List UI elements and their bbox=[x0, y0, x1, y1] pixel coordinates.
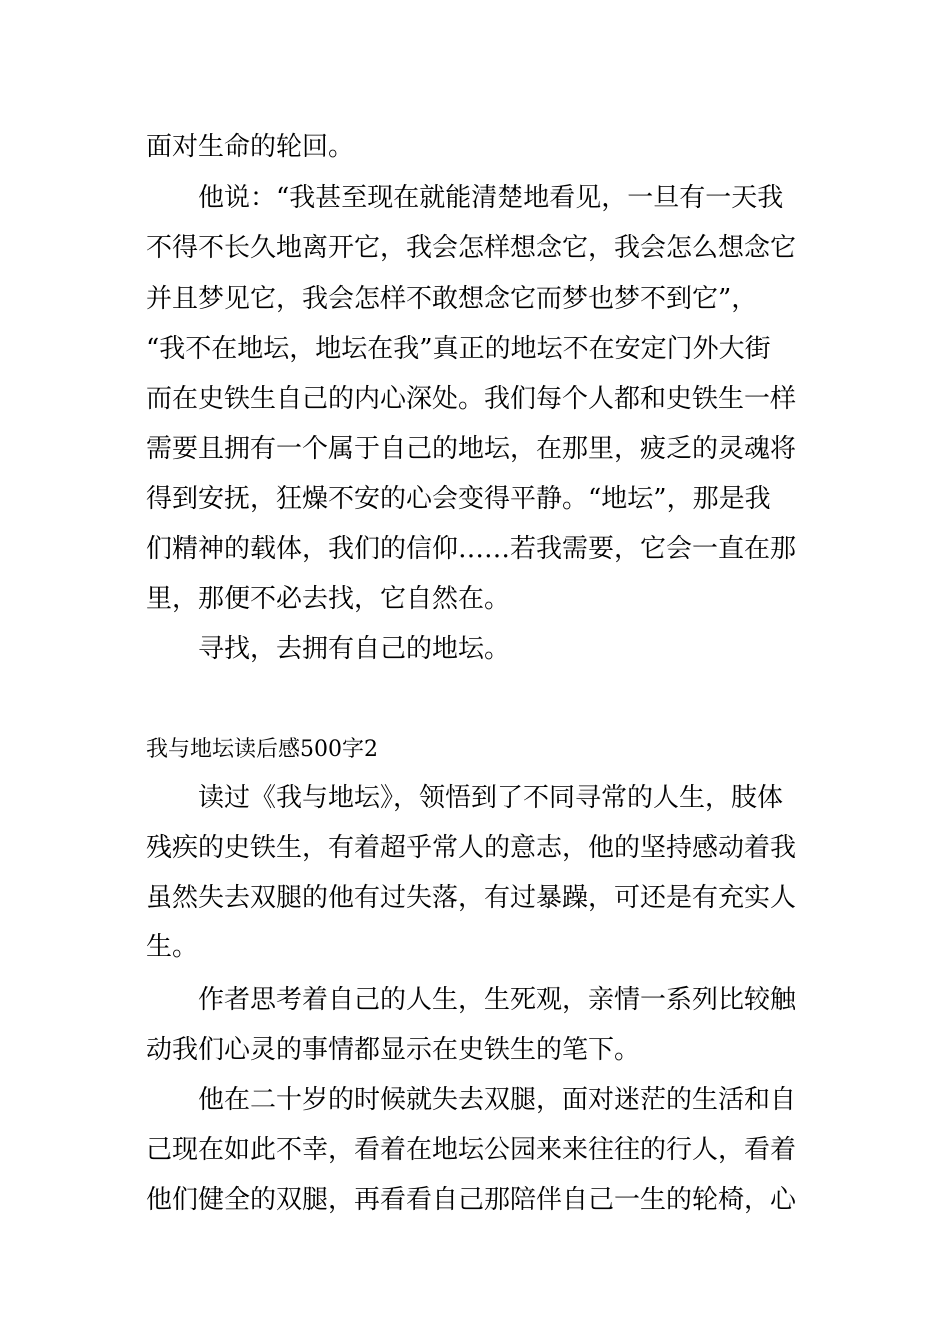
text-line: 虽然失去双腿的他有过失落，有过暴躁，可还是有充实人 bbox=[146, 883, 797, 913]
text-line: 而在史铁生自己的内心深处。我们每个人都和史铁生一样 bbox=[146, 384, 797, 414]
text-line: 他们健全的双腿，再看看自己那陪伴自己一生的轮椅，心 bbox=[146, 1185, 797, 1215]
text-line: 不得不长久地离开它，我会怎样想念它，我会怎么想念它 bbox=[146, 233, 797, 263]
text-line: 动我们心灵的事情都显示在史铁生的笔下。 bbox=[146, 1035, 641, 1065]
text-line: 并且梦见它，我会怎样不敢想念它而梦也梦不到它”， bbox=[146, 284, 758, 314]
text-line: 们精神的载体，我们的信仰……若我需要，它会一直在那 bbox=[146, 534, 797, 564]
paragraph-start-line: 读过《我与地坛》，领悟到了不同寻常的人生，肢体 bbox=[198, 783, 784, 813]
paragraph-start-line: 寻找，去拥有自己的地坛。 bbox=[198, 634, 511, 664]
text-line: 残疾的史铁生，有着超乎常人的意志，他的坚持感动着我 bbox=[146, 833, 797, 863]
paragraph-start-line: 他在二十岁的时候就失去双腿，面对迷茫的生活和自 bbox=[198, 1085, 797, 1115]
text-line: 生。 bbox=[146, 932, 199, 962]
paragraph-start-line: 他说：“我甚至现在就能清楚地看见，一旦有一天我 bbox=[198, 183, 784, 213]
text-line: 己现在如此不幸，看着在地坛公园来来往往的行人，看着 bbox=[146, 1135, 797, 1165]
paragraph-start-line: 作者思考着自己的人生，生死观，亲情一系列比较触 bbox=[198, 985, 797, 1015]
section-heading: 我与地坛读后感500字2 bbox=[146, 737, 378, 762]
text-line: 面对生命的轮回。 bbox=[146, 132, 355, 162]
text-line: 需要且拥有一个属于自己的地坛，在那里，疲乏的灵魂将 bbox=[146, 434, 797, 464]
text-line: 里，那便不必去找，它自然在。 bbox=[146, 584, 511, 614]
text-line: “我不在地坛，地坛在我”真正的地坛不在安定门外大街 bbox=[146, 334, 771, 364]
text-line: 得到安抚，狂燥不安的心会变得平静。“地坛”，那是我 bbox=[146, 484, 771, 514]
